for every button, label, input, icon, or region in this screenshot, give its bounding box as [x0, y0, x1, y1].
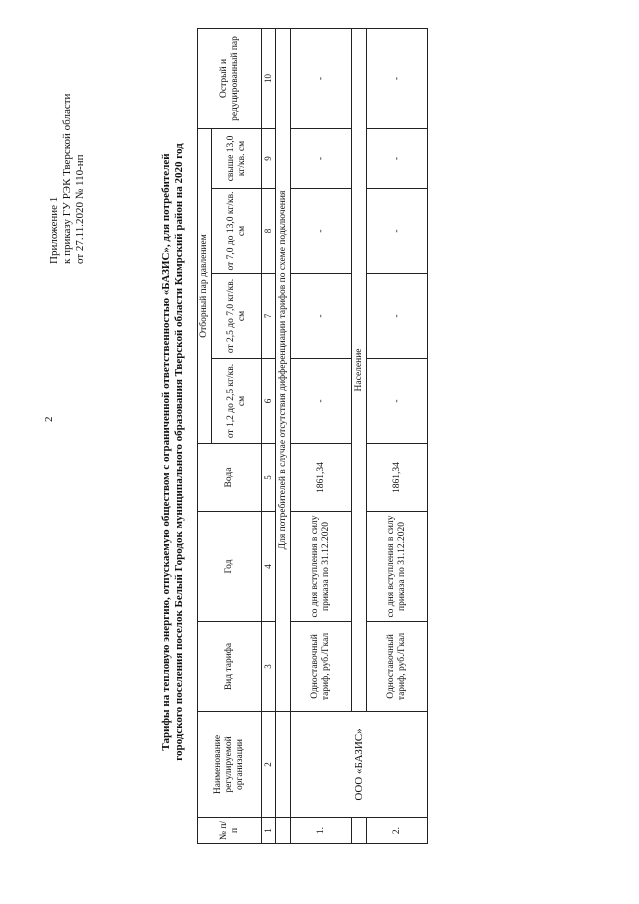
title-line-2: городского поселения поселок Белый Городок муниципального образования Тверской области Кимрский район на 2020 год	[173, 143, 185, 761]
col-number: 9	[262, 128, 276, 188]
appendix-line-2: к приказу ГУ РЭК Тверской области	[61, 93, 73, 264]
row-sharp-steam: -	[291, 28, 352, 128]
col-number: 4	[262, 512, 276, 622]
row-steam-1: -	[291, 359, 352, 444]
appendix-line-3: от 27.11.2020 № 110-нп	[74, 154, 86, 264]
row-steam-3: -	[367, 189, 428, 274]
title-line-1: Тарифы на тепловую энергию, отпускаемую обществом с ограниченной ответственностью «БАЗИС», для потребителей	[160, 153, 172, 751]
row-steam-4: -	[291, 128, 352, 188]
row-year: со дня вступления в силу приказа по 31.12.2020	[367, 512, 428, 622]
col-number: 2	[262, 712, 276, 818]
col-number: 5	[262, 444, 276, 512]
column-number-row	[262, 28, 276, 843]
table-row	[291, 28, 352, 843]
col-number: 10	[262, 28, 276, 128]
row-water: 1861,34	[291, 444, 352, 512]
col-number: 3	[262, 622, 276, 712]
header-year: Год	[198, 512, 262, 622]
row-num: 1.	[291, 818, 352, 844]
col-number: 7	[262, 274, 276, 359]
header-steam-1: от 1,2 до 2,5 кг/кв. см	[212, 359, 262, 444]
col-number: 8	[262, 189, 276, 274]
appendix-block	[48, 34, 87, 264]
row-sharp-steam: -	[367, 28, 428, 128]
row-steam-2: -	[367, 274, 428, 359]
header-steam-4: свыше 13,0 кг/кв. см	[212, 128, 262, 188]
row-year: со дня вступления в силу приказа по 31.12.2020	[291, 512, 352, 622]
header-sharp-steam: Острый и редуцированный пар	[198, 28, 262, 128]
header-row-1	[198, 28, 212, 843]
appendix-line-1: Приложение 1	[48, 196, 60, 264]
section-label-population: Население	[352, 28, 367, 711]
col-number: 1	[262, 818, 276, 844]
row-steam-3: -	[291, 189, 352, 274]
header-steam-2: от 2,5 до 7,0 кг/кв. см	[212, 274, 262, 359]
header-steam-group: Отборный пар давлением	[198, 128, 212, 443]
header-num: № п/п	[198, 818, 262, 844]
org-name: ООО «БАЗИС»	[291, 712, 428, 818]
header-steam-3: от 7,0 до 13,0 кг/кв. см	[212, 189, 262, 274]
row-water: 1861,34	[367, 444, 428, 512]
section-label-general: Для потребителей в случае отсутствия дифференциации тарифов по схеме подключения	[276, 28, 291, 711]
row-steam-2: -	[291, 274, 352, 359]
section-row-general	[276, 28, 291, 843]
header-org: Наименование регулируемой организации	[198, 712, 262, 818]
tariff-table	[197, 28, 428, 844]
row-steam-4: -	[367, 128, 428, 188]
page-number: 2	[43, 416, 55, 422]
header-tariff-type: Вид тарифа	[198, 622, 262, 712]
col-number: 6	[262, 359, 276, 444]
row-tariff-type: Одноставочный тариф, руб./Гкал	[291, 622, 352, 712]
header-water: Вода	[198, 444, 262, 512]
document-title	[160, 40, 186, 864]
row-steam-1: -	[367, 359, 428, 444]
row-tariff-type: Одноставочный тариф, руб./Гкал	[367, 622, 428, 712]
row-num: 2.	[367, 818, 428, 844]
